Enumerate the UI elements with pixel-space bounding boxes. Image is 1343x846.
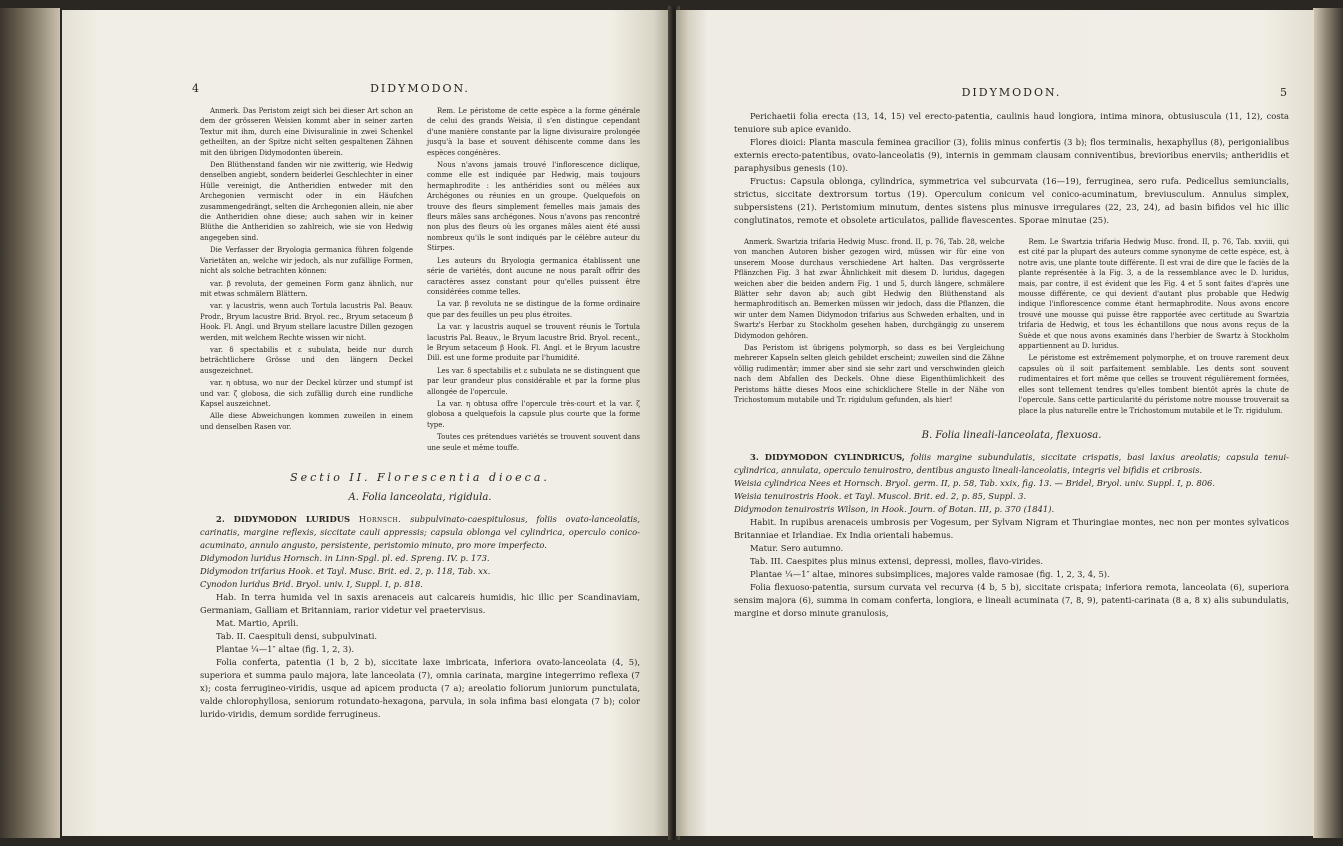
subsection-heading: B. Folia lineali-lanceolata, flexuosa. <box>921 429 1102 441</box>
german-remarks <box>200 106 413 455</box>
paragraph: Anmerk. Das Peristom zeigt sich bei dieser Art schon an dem der grösseren Weisien kommt aber in seiner zarten Textur mit ihm, durch eine Divisuralinie in zwei Schenkel getheilten, an der Spitze nicht selten gespaltenen Zähnen mit den übrigen Didymodonten überein. <box>200 107 413 157</box>
paragraph: Les var. δ spectabilis et ε subulata ne se distinguent que par leur grandeur plus considérable et par la forme plus allongée de l'opercule. <box>427 366 640 396</box>
paragraph: Nous n'avons jamais trouvé l'inflorescence diclique, comme elle est indiquée par Hedwig, mais toujours hermaphrodite : les anthéridies sont ou mêlées aux Archégones ou réunies en un groupe. Quelquefois on trouve des fleurs simplement femelles mais jamais des fleurs mâles sans archégones. Nous n'avons pas rencontré non plus des fleurs où les organes mâles aient été aussi nombreux qu'ils le sont indiqués par le célèbre auteur du Stirpes. <box>427 161 640 253</box>
paragraph: Rem. Le Swartzia trifaria Hedwig Musc. frond. II, p. 76, Tab. xxviii, qui est cité par la plupart des auteurs comme synonyme de cette espèce, est, à notre avis, une plante toute différente. Il est vrai de dire que le faciès de la plante représentée à la Fig. 3, a de la ressemblance avec le D. luridus, mais, par contre, il est évident que les Fig. 4 et 5 sont faites d'après une mousse différente, ce qui devient d'autant plus probable que Hedwig indique l'inflorescence comme étant hermaphrodite. Nous avons encore trouvé une mousse qui puisse être rapportée avec certitude au Swartzia trifaria de Hedwig, et tous les échantillons que nous avons reçus de la Suède et que nous avons examinés dans l'herbier de Swartz à Stockholm appartiennent au D. luridus. <box>1018 238 1289 351</box>
paragraph: var. γ lacustris, wenn auch Tortula lacustris Pal. Beauv. Prodr., Bryum lacustre Brid. Bryol. rec., Bryum setaceum β Hook. Fl. Angl. und Bryum stellare lacustre Dillen gezogen werden, mit welchem Rechte wissen wir nicht. <box>200 302 413 342</box>
french-remarks <box>427 106 640 455</box>
paragraph: Alle diese Abweichungen kommen zuweilen in einem und denselben Rasen vor. <box>200 412 413 431</box>
synonym: Weisia cylindrica Nees et Hornsch. Bryol. germ. II, p. 58, Tab. xxix, fig. 13. — Bridel, Bryol. univ. Suppl. I, p. 806. <box>734 477 1216 488</box>
synonym: Didymodon luridus Hornsch. in Linn-Spgl. pl. ed. Spreng. IV. p. 173. <box>200 553 490 563</box>
left-running-head <box>192 82 640 100</box>
right-page <box>676 10 1314 836</box>
perichaetium-paragraph: Perichaetii folia erecta (13, 14, 15) vel erecto-patentia, caulinis haud longiora, intima minora, obtusiuscula (11, 12), costa tenuiore sub apice evanido. <box>734 111 1289 134</box>
species-entry <box>200 513 640 721</box>
habitat: Hab. In terra humida vel in saxis arenaceis aut calcareis humidis, hic illic per Scandinaviam, Germaniam, Galliam et Britanniam, rarior videtur vel praetervisus. <box>200 592 640 615</box>
page-number: 5 <box>1280 86 1289 99</box>
species-name: 3. DIDYMODON CYLINDRICUS, <box>750 451 905 462</box>
species-entry <box>734 451 1289 620</box>
synonym: Didymodon trifarius Hook. et Tayl. Musc. Brit. ed. 2, p. 118, Tab. xx. <box>200 566 491 576</box>
maturity: Mat. Martio, Aprili. <box>216 618 299 628</box>
synonym: Cynodon luridus Brid. Bryol. univ. I, Suppl. I, p. 818. <box>200 579 423 589</box>
paragraph: var. δ spectabilis et ε subulata, beide nur durch beträchtlichere Grösse und den längern Deckel ausgezeichnet. <box>200 345 413 375</box>
plate-ref: Tab. III. Caespites plus minus extensi, depressi, molles, flavo-virides. <box>750 555 1044 566</box>
species-name: 2. DIDYMODON LURIDUS <box>216 514 351 524</box>
running-title: DIDYMODON. <box>370 82 470 95</box>
french-remarks <box>1019 237 1290 418</box>
paragraph: Rem. Le péristome de cette espèce a la forme générale de celui des grands Weisia, il s'en distingue cependant d'une manière constante par la ligne divisuraire prolongée jusqu'à la base et souvent déhiscente comme dans les espèces congénères. <box>427 107 640 157</box>
paragraph: Les auteurs du Bryologia germanica établissent une série de variétés, dont aucune ne nous paraît offrir des caractères assez constant pour qu'elles puissent être considérées comme telles. <box>427 256 640 296</box>
left-page <box>62 10 672 836</box>
paragraph: La var. β revoluta ne se distingue de la forme ordinaire que par des feuilles un peu plus étroites. <box>427 300 640 319</box>
fruit-paragraph: Fructus: Capsula oblonga, cylindrica, symmetrica vel subcurvata (16—19), ferruginea, sero rufa. Pedicellus semiuncialis, strictus, siccitate dextrorsum tortus (19). Operculum conicum vel conico-acuminatum, breviusculum. Annulus simplex, subpersistens (21). Peristomium minutum, dentes sistens plus minusve irregulares (22, 23, 24), ad basin bifidos vel hic illic conglutinatos, remote et obsolete articulatos, pallide flavescentes. Sporae minutae (25). <box>734 176 1289 225</box>
paragraph: Den Blüthenstand fanden wir nie zwitterig, wie Hedwig denselben angiebt, sondern beiderlei Geschlechter in einer Hülle vereinigt, die Antheridien entweder mit den Archegonien vermischt oder in ein Häufchen zusammengedrängt, selten die Archegonien allein, nie aber die Antheridien ohne diese; auch sahen wir in keiner Blüthe die Antheridien so zahlreich, wie sie von Hedwig angegeben sind. <box>200 161 413 242</box>
book-edge-left <box>0 8 60 838</box>
paragraph: Le péristome est extrêmement polymorphe, et on trouve rarement deux capsules où il soit parfaitement semblable. Les dents sont souvent rudimentaires et fort même que celles se trouvent régulièrement formées, elles sont tellement tendres qu'elles tombent bientôt après la chute de l'opercule. Sans cette particularité du péristome notre mousse trouverait sa place la plus naturelle entre le Trichostomum mutabile et le Tr. rigidulum. <box>1018 354 1289 415</box>
synonym: Weisia tenuirostris Hook. et Tayl. Muscol. Brit. ed. 2, p. 85, Suppl. 3. <box>734 490 1027 501</box>
paragraph: La var. γ lacustris auquel se trouvent réunis le Tortula lacustris Pal. Beauv., le Bryum lacustre Brid. Bryol. recent., le Bryum setaceum β Hook. Fl. Angl. et le Bryum lacustre Dill. est une forme produite par l'humidité. <box>427 323 640 363</box>
species-diagnosis: foliis margine subundulatis, siccitate crispatis, basi laxius areolatis; capsula tenui-cylindrica, annulata, operculo tenuirostro, dentibus angusto lineali-lanceolatis, integris vel bifidis et cribrosis. <box>734 451 1289 475</box>
right-running-head <box>734 86 1289 104</box>
description-continued <box>734 110 1289 227</box>
subsection-heading: A. Folia lanceolata, rigidula. <box>348 492 492 503</box>
german-remarks <box>734 237 1005 418</box>
plant-size: Plantae ¼—1″ altae, minores subsimplices, majores valde ramosae (fig. 1, 2, 3, 4, 5). <box>750 568 1110 579</box>
paragraph: Toutes ces prétendues variétés se trouvent souvent dans une seule et même touffe. <box>427 433 640 452</box>
leaf-description: Folia conferta, patentia (1 b, 2 b), siccitate laxe imbricata, inferiora ovato-lanceolata (4, 5), superiora et summa paulo majora, late lanceolata (7), omnia carinata, margine integerrimo reflexa (7 x); costa ferrugineo-viridis, usque ad apicem producta (7 a); areolatio foliorum juniorum punctulata, valde chlorophyllosa, seniorum rotundato-hexagona, parvula, in sola infima basi elongata (7 b); color lurido-viridis, demum sordide ferrugineus. <box>200 657 640 719</box>
paragraph: La var. η obtusa offre l'opercule très-court et la var. ζ globosa a quelquefois la capsule plus courte que la forme type. <box>427 399 640 429</box>
habitat: Habit. In rupibus arenaceis umbrosis per Vogesum, per Sylvam Nigram et Thuringiae montes, nec non per montes sylvaticos Britanniae et Irlandiae. Ex India orientali habemus. <box>734 516 1289 540</box>
species-author: Hornsch. <box>358 514 402 524</box>
leaf-description: Folia flexuoso-patentia, sursum curvata vel recurva (4 b, 5 b), siccitate crispata; inferiora remota, lanceolata (6), superiora sensim majora (6), summa in comam conferta, longiora, e lineali acuminata (7, 8, 9), patenti-carinata (8 a, 8 x) alis subundulatis, margine et dorso minute granulosis, <box>734 581 1289 618</box>
section-heading: Sectio II. Florescentia dioeca. <box>290 471 550 484</box>
paragraph: Anmerk. Swartzia trifaria Hedwig Musc. frond. II, p. 76, Tab. 28, welche von manchen Autoren bisher gezogen wird, müssen wir für eine von unserem Moose durchaus verschiedene Art halten. Das vergrösserte Pflänzchen Fig. 3 hat zwar Ähnlichkeit mit diesem D. luridus, dagegen weichen aber die beiden andern Fig. 1 und 5, durch längere, schmälere Blätter sehr davon ab; auch gibt Hedwig den Blüthenstand als hermaphroditisch an. Bemerken müssen wir jedoch, dass die Pflanzen, die wir unter dem Namen Didymodon trifarius aus Schweden erhalten, und in Swartz's Herbar zu Stockholm gesehen haben, durchgängig zu unserem Didymodon gehören. <box>734 238 1005 340</box>
synonym: Didymodon tenuirostris Wilson, in Hook. Journ. of Botan. III, p. 370 (1841). <box>734 503 1055 514</box>
species-diagnosis: subpulvinato-caespitulosus, foliis ovato-lanceolatis, carinatis, margine reflexis, siccitate cauli appressis; capsula oblonga vel cylindrica, operculo conico-acuminato, annulo angusto, persistente, peristomio minuto, pro more imperfecto. <box>200 514 640 550</box>
plate-ref: Tab. II. Caespituli densi, subpulvinati. <box>216 631 378 641</box>
paragraph: Das Peristom ist übrigens polymorph, so dass es bei Vergleichung mehrerer Kapseln selten gleich gebildet erscheint; zuweilen sind die Zähne völlig rudimentär; immer aber sind sie sehr zart und verschwinden gleich nach dem Abfallen des Deckels. Ohne diese Eigenthümlichkeit des Peristoms hätte dieses Moos eine schicklichere Stelle in der Nähe von Trichostomum mutabile und Tr. rigidulum gefunden, als hier! <box>734 344 1005 405</box>
book-edge-right <box>1313 8 1343 838</box>
paragraph: var. η obtusa, wo nur der Deckel kürzer und stumpf ist und var. ζ globosa, die sich zufällig durch eine rundliche Kapsel auszeichnet. <box>200 379 413 408</box>
flowers-paragraph: Flores dioici: Planta mascula feminea gracilior (3), foliis minus confertis (3 b); flos terminalis, hexaphyllus (8), perigonialibus externis erecto-patentibus, ovato-lanceolatis (9), internis in gemmam clausam conniventibus, brevioribus enerviis; antheridiis et paraphysibus genesis (10). <box>734 137 1289 173</box>
remarks-columns <box>734 237 1289 418</box>
paragraph: Die Verfasser der Bryologia germanica führen folgende Varietäten an, welche wir jedoch, als nur zufällige Formen, nicht als solche betrachten können: <box>200 246 413 276</box>
remarks-columns <box>200 106 640 455</box>
paragraph: var. β revoluta, der gemeinen Form ganz ähnlich, nur mit etwas schmälern Blättern. <box>200 279 413 298</box>
plant-size: Plantae ¼—1″ altae (fig. 1, 2, 3). <box>216 644 355 654</box>
running-title: DIDYMODON. <box>961 86 1062 99</box>
page-number: 4 <box>192 82 201 95</box>
maturity: Matur. Sero autumno. <box>750 542 844 553</box>
